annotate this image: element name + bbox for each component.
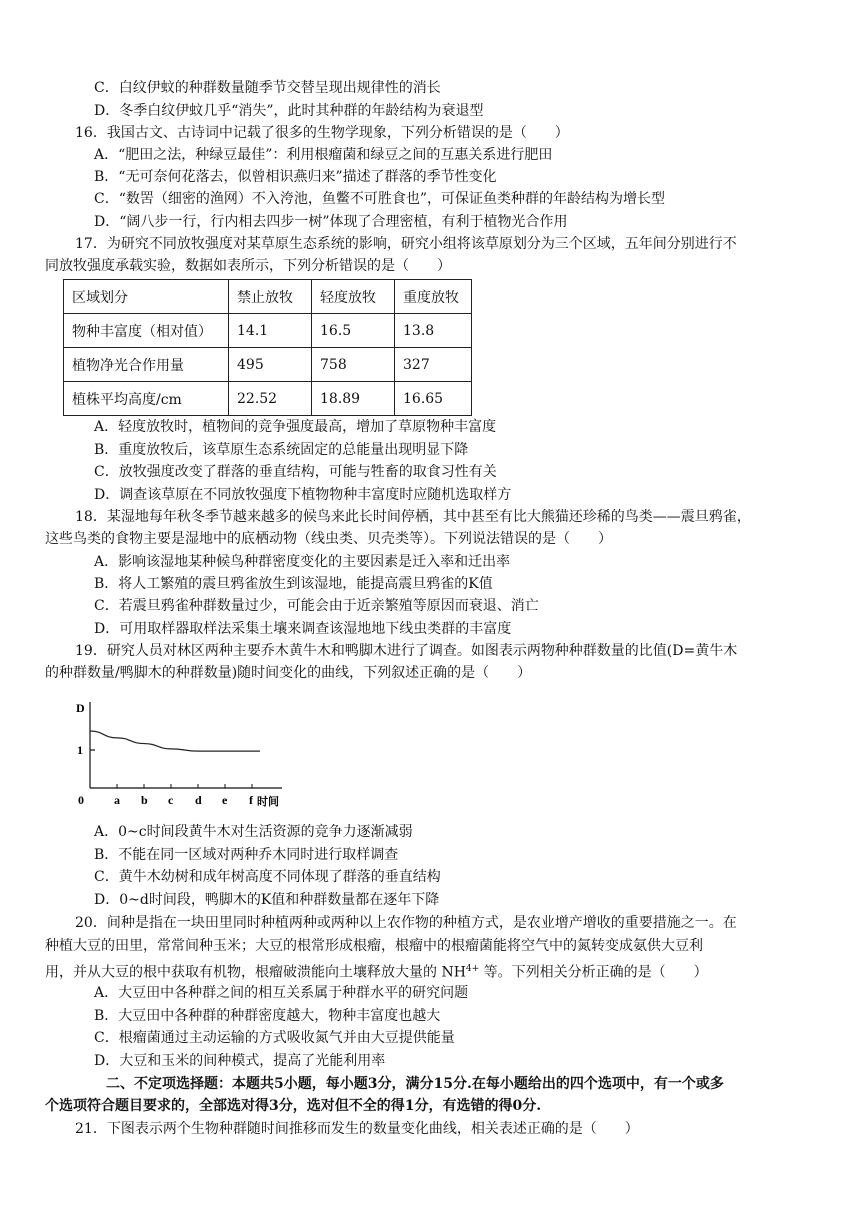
q15-option-c: C．白纹伊蚊的种群数量随季节交替呈现出规律性的消长 <box>94 80 441 96</box>
q17-option-c: C．放牧强度改变了群落的垂直结构，可能与牲畜的取食习性有关 <box>94 464 497 480</box>
q19-option-d: D．0~d时间段，鸭脚木的K值和种群数量都在逐年下降 <box>94 892 440 908</box>
x-tick-label: f <box>249 793 253 807</box>
q19-option-a: A．0~c时间段黄牛木对生活资源的竞争力逐渐减弱 <box>94 824 413 840</box>
q19-option-c: C．黄牛木幼树和成年树高度不同体现了群落的垂直结构 <box>94 869 441 885</box>
q15-option-d: D．冬季白纹伊蚊几乎“消失”，此时其种群的年龄结构为衰退型 <box>94 103 484 119</box>
table-cell: 植物净光合作用量 <box>64 348 229 382</box>
x-tick-label: e <box>222 793 228 807</box>
q16-option-d: D．“阔八步一行，行内相去四步一树”体现了合理密植，有利于植物光合作用 <box>94 214 568 230</box>
origin-label: 0 <box>78 793 84 807</box>
table-header-cell: 禁止放牧 <box>229 280 312 314</box>
q18-option-a: A．影响该湿地某种候鸟种群密度变化的主要因素是迁入率和迁出率 <box>94 554 511 570</box>
table-header-cell: 重度放牧 <box>395 280 472 314</box>
q20-stem-line3 <box>45 959 708 983</box>
q20-option-c: C．根瘤菌通过主动运输的方式吸收氮气并由大豆提供能量 <box>94 1030 455 1046</box>
table-header-row <box>64 280 472 314</box>
table-row <box>64 382 472 416</box>
table-cell: 758 <box>312 348 395 382</box>
grazing-data-table <box>63 279 472 416</box>
q16-option-a: A．“肥田之法，种绿豆最佳”：利用根瘤菌和绿豆之间的互惠关系进行肥田 <box>94 147 553 163</box>
table-cell: 植株平均高度/cm <box>64 382 229 416</box>
table-header-cell: 轻度放牧 <box>312 280 395 314</box>
q20-stem-line1: 20．间种是指在一块田里同时种植两种或两种以上农作物的种植方式，是农业增产增收的重要措施之一。在 <box>75 915 737 931</box>
y-axis-label: D <box>76 701 85 715</box>
q20-stem-line2: 种植大豆的田里，常常间种玉米；大豆的根常形成根瘤，根瘤中的根瘤菌能将空气中的氮转变成氨供大豆利 <box>45 938 703 954</box>
q19-option-b: B．不能在同一区域对两种乔木同时进行取样调查 <box>94 847 399 863</box>
q18-stem-line1: 18．某湿地每年秋冬季节越来越多的候鸟来此长时间停栖，其中甚至有比大熊猫还珍稀的鸟类——震旦鸦雀， <box>75 509 751 525</box>
q17-option-d: D．调查该草原在不同放牧强度下植物物种丰富度时应随机选取样方 <box>94 487 512 503</box>
table-header-cell: 区域划分 <box>64 280 229 314</box>
q19-stem-line1: 19．研究人员对林区两种主要乔木黄牛木和鸭脚木进行了调查。如图表示两物种种群数量的比值(D=黄牛木 <box>75 643 738 659</box>
q16-stem: 16．我国古文、古诗词中记载了很多的生物学现象，下列分析错误的是（ ） <box>75 125 569 141</box>
table-cell: 16.65 <box>395 382 472 416</box>
x-axis-label: 时间 <box>257 795 279 808</box>
table-cell: 495 <box>229 348 312 382</box>
section-2-heading-line2: 个选项符合题目要求的，全部选对得3分，选对但不全的得1分，有选错的得0分. <box>45 1098 542 1114</box>
y-tick-label: 1 <box>77 743 83 757</box>
q20-option-b: B．大豆田中各种群的种群密度越大，物种丰富度也越大 <box>94 1008 441 1024</box>
q17-option-a: A．轻度放牧时，植物间的竞争强度最高，增加了草原物种丰富度 <box>94 419 497 435</box>
table-cell: 22.52 <box>229 382 312 416</box>
d-ratio-line-chart <box>74 698 294 816</box>
ammonium-superscript: 4+ <box>465 964 480 974</box>
table-row <box>64 348 472 382</box>
table-cell: 16.5 <box>312 314 395 348</box>
table-row <box>64 314 472 348</box>
q20-option-a: A．大豆田中各种群之间的相互关系属于种群水平的研究问题 <box>94 985 469 1001</box>
q18-option-b: B．将人工繁殖的震旦鸦雀放生到该湿地，能提高震旦鸦雀的K值 <box>94 576 493 592</box>
q19-stem-line2: 的种群数量/鸭脚木的种群数量)随时间变化的曲线，下列叙述正确的是（ ） <box>45 665 532 681</box>
x-tick-label: b <box>141 793 148 807</box>
table-cell: 13.8 <box>395 314 472 348</box>
series-line-d-ratio <box>90 731 260 751</box>
q20-stem-part1: 用，并从大豆的根中获取有机物，根瘤破溃能向土壤释放大量的 NH <box>45 964 466 981</box>
q17-stem-line2: 同放牧强度承载实验，数据如表所示，下列分析错误的是（ ） <box>45 258 451 274</box>
table-cell: 物种丰富度（相对值） <box>64 314 229 348</box>
table-cell: 18.89 <box>312 382 395 416</box>
x-tick-label: c <box>168 793 174 807</box>
q17-option-b: B．重度放牧后，该草原生态系统固定的总能量出现明显下降 <box>94 442 469 458</box>
q21-stem: 21．下图表示两个生物种群随时间推移而发生的数量变化曲线，相关表述正确的是（ ） <box>75 1121 639 1137</box>
x-tick-label: a <box>114 793 120 807</box>
q17-stem-line1: 17．为研究不同放牧强度对某草原生态系统的影响，研究小组将该草原划分为三个区域，五年间分别进行不 <box>75 236 737 252</box>
section-2-heading-line1: 二、不定项选择题：本题共5小题，每小题3分，满分15分.在每小题给出的四个选项中，有一个或多 <box>106 1076 724 1092</box>
q18-option-d: D．可用取样器取样法采集土壤来调查该湿地地下线虫类群的丰富度 <box>94 621 512 637</box>
q18-stem-line2: 这些鸟类的食物主要是湿地中的底栖动物（线虫类、贝壳类等）。下列说法错误的是（ ） <box>45 531 612 547</box>
x-tick-label: d <box>195 793 202 807</box>
table-cell: 14.1 <box>229 314 312 348</box>
q18-option-c: C．若震旦鸦雀种群数量过少，可能会由于近亲繁殖等原因而衰退、消亡 <box>94 598 539 614</box>
q16-option-c: C．“数罟（细密的渔网）不入洿池，鱼鳖不可胜食也”，可保证鱼类种群的年龄结构为增长型 <box>94 191 666 207</box>
q20-option-d: D．大豆和玉米的间种模式，提高了光能利用率 <box>94 1053 386 1069</box>
table-cell: 327 <box>395 348 472 382</box>
q20-stem-part2: 等。下列相关分析正确的是（ ） <box>479 964 708 981</box>
q16-option-b: B．“无可奈何花落去，似曾相识燕归来”描述了群落的季节性变化 <box>94 169 497 185</box>
